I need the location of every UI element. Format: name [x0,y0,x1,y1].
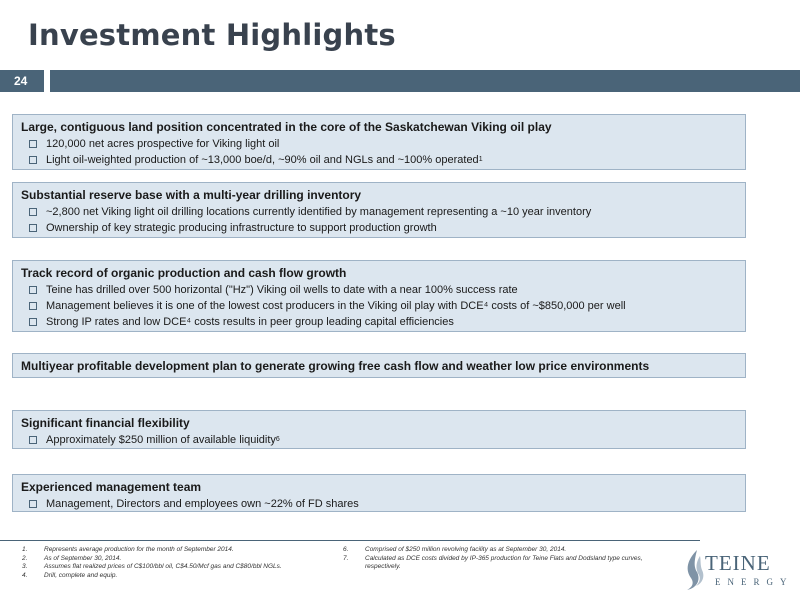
square-bullet-icon [29,436,37,444]
highlight-heading: Track record of organic production and cash flow growth [21,266,347,280]
bullet-item: Approximately $250 million of available liquidity 6 [21,432,737,448]
footnote: 6. Comprised of $250 million revolving facility as at September 30, 2014. [343,546,567,553]
square-bullet-icon [29,156,37,164]
bullet-item: Light oil-weighted production of ~13,000 boe/d, ~90% oil and NGLs and ~100% operated 1 [21,152,737,168]
footnotes-right [343,546,673,572]
square-bullet-icon [29,208,37,216]
bullet-item: 120,000 net acres prospective for Viking light oil [21,136,737,152]
highlight-heading: Multiyear profitable development plan to generate growing free cash flow and weather low price environments [21,359,650,373]
highlight-box-development-plan [12,353,746,378]
flame-swirl-icon [683,548,707,592]
company-logo [683,546,793,594]
square-bullet-icon [29,302,37,310]
bullet-item: Ownership of key strategic producing infrastructure to support production growth [21,220,737,236]
bullet-item: Teine has drilled over 500 horizontal ("Hz") Viking oil wells to date with a near 100% success rate [21,282,737,298]
highlight-heading: Significant financial flexibility [21,416,190,430]
footnotes-left [22,546,322,580]
bullet-item: Strong IP rates and low DCE⁴ costs results in peer group leading capital efficiencies [21,314,737,330]
highlight-heading: Substantial reserve base with a multi-year drilling inventory [21,188,362,202]
footnote: 2. As of September 30, 2014. [22,554,122,562]
bullet-item: Management believes it is one of the lowest cost producers in the Viking oil play with DCE⁴ costs of ~$850,000 per well [21,298,737,314]
square-bullet-icon [29,286,37,294]
footnote: 4. Drill, complete and equip. [22,571,118,579]
square-bullet-icon [29,140,37,148]
logo-subtitle: ENERGY [715,577,794,587]
footnote: 3. Assumes flat realized prices of C$100/bbl oil, C$4.50/Mcf gas and C$80/bbl NGLs. [22,563,282,570]
highlight-box-reserves [12,182,746,238]
highlight-box-land [12,114,746,170]
page-number: 24 [0,70,44,92]
highlight-box-financial [12,410,746,449]
logo-wordmark: TEINE [705,551,771,575]
page-title: Investment Highlights [28,18,396,52]
bullet-item: Management, Directors and employees own ~22% of FD shares [21,496,737,512]
header-bar [50,70,800,92]
footnote: 1. Represents average production for the month of September 2014. [22,546,234,553]
footnote: respectively. [365,563,401,570]
footnote: 7. Calculated as DCE costs divided by IP-365 production for Teine Flats and Dodsland type curves, [343,554,643,562]
highlight-box-track-record [12,260,746,332]
footer-rule [0,540,700,541]
highlight-heading: Experienced management team [21,480,202,494]
square-bullet-icon [29,500,37,508]
highlight-box-management [12,474,746,512]
highlight-heading: Large, contiguous land position concentrated in the core of the Saskatchewan Viking oil play [21,120,552,134]
square-bullet-icon [29,224,37,232]
square-bullet-icon [29,318,37,326]
bullet-item: ~2,800 net Viking light oil drilling locations currently identified by management representing a ~10 year inventory [21,204,737,220]
